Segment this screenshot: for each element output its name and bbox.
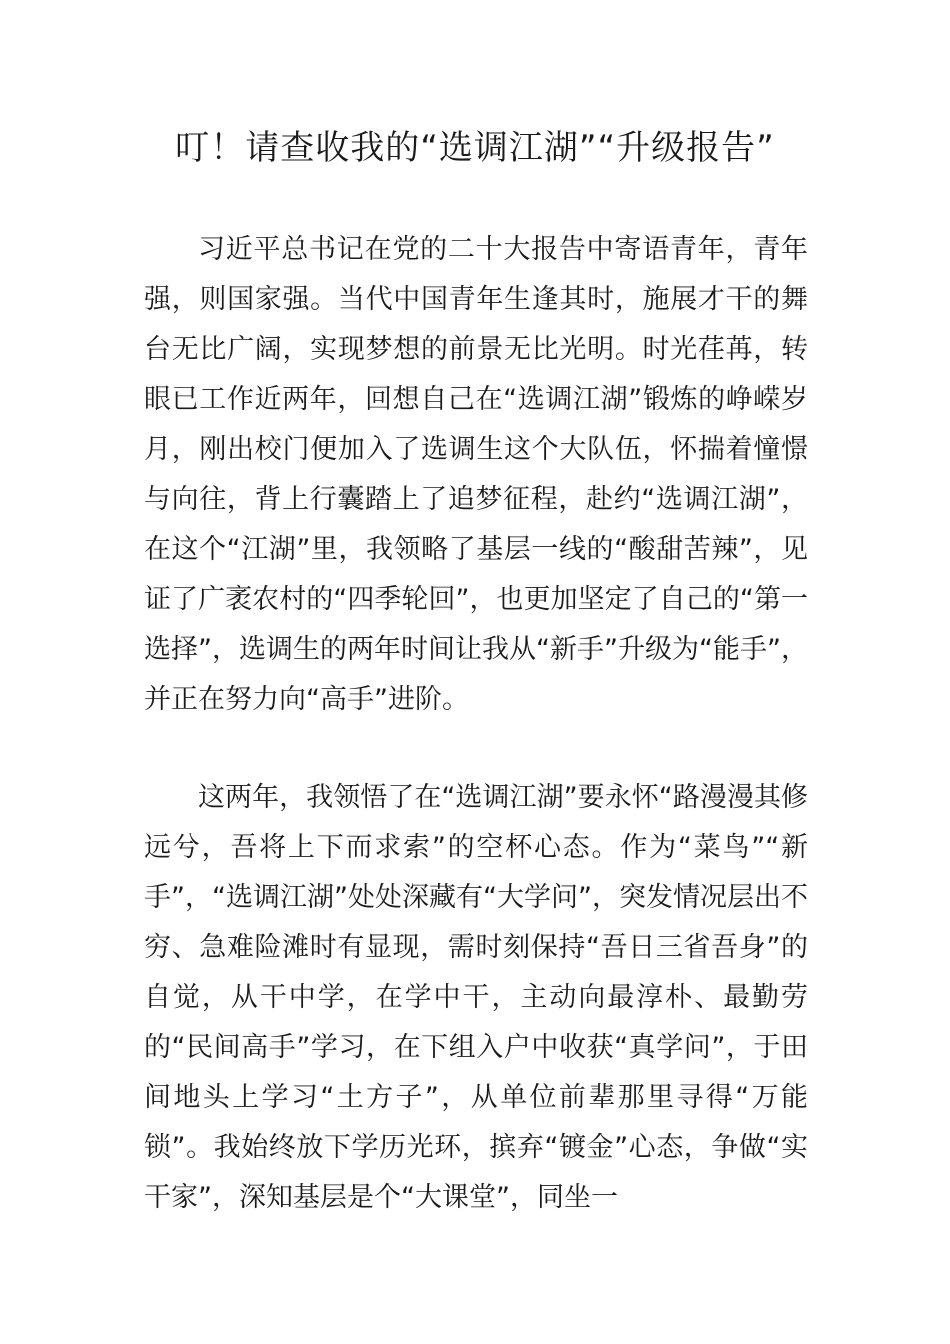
document-title: 叮！请查收我的“选调江湖”“升级报告” bbox=[175, 128, 775, 168]
paragraph-1: 习近平总书记在党的二十大报告中寄语青年，青年强，则国家强。当代中国青年生逢其时，施展才干的舞台无比广阔，实现梦想的前景无比光明。时光荏苒，转眼已工作近两年，回想自己在“选调江湖”锻炼的峥嵘岁月，刚出校门便加入了选调生这个大队伍，怀揣着憧憬与向往，背上行囊踏上了追梦征程，赴约“选调江湖”，在这个“江湖”里，我领略了基层一线的“酸甜苦辣”，见证了广袤农村的“四季轮回”，也更加坚定了自己的“第一选择”，选调生的两年时间让我从“新手”升级为“能手”，并正在努力向“高手”进阶。 bbox=[144, 234, 808, 715]
paragraph-2: 这两年，我领悟了在“选调江湖”要永怀“路漫漫其修远兮，吾将上下而求索”的空杯心态。作为“菜鸟”“新手”，“选调江湖”处处深藏有“大学问”，突发情况层出不穷、急难险滩时有显现，需时刻保持“吾日三省吾身”的自觉，从干中学，在学中干，主动向最淳朴、最勤劳的“民间高手”学习，在下组入户中收获“真学问”，于田间地头上学习“土方子”，从单位前辈那里寻得“万能锁”。我始终放下学历光环，摈弃“镀金”心态，争做“实干家”，深知基层是个“大课堂”，同坐一 bbox=[144, 782, 808, 1213]
